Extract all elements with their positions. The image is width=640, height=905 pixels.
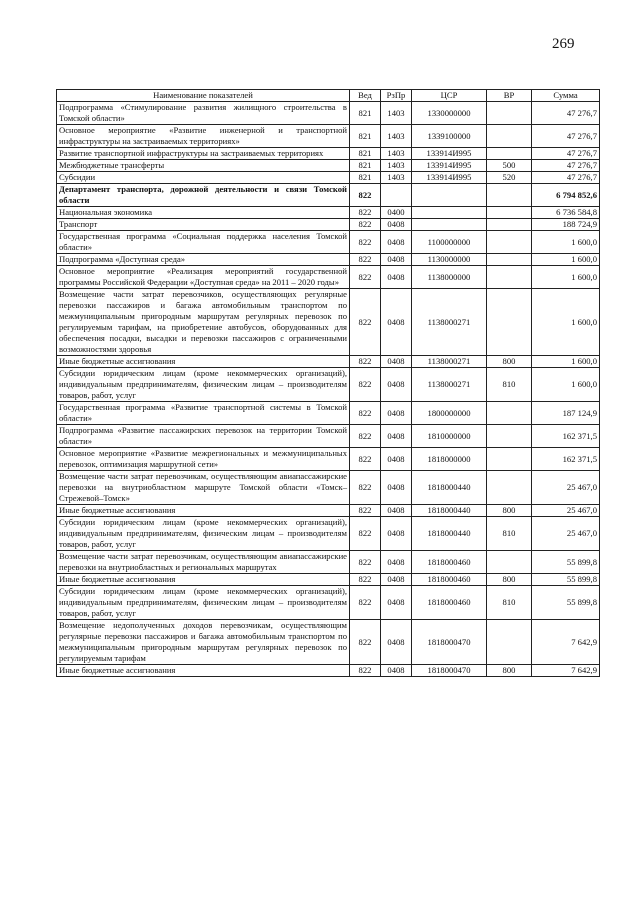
cell-csr: 1100000000 [412, 231, 487, 254]
table-row [57, 517, 600, 551]
cell-csr: 1130000000 [412, 254, 487, 266]
cell-vr [487, 102, 532, 125]
table-header-row [57, 90, 600, 102]
cell-rzpr: 0408 [381, 254, 412, 266]
table-row [57, 448, 600, 471]
table-row [57, 665, 600, 677]
cell-sum: 7 642,9 [532, 665, 600, 677]
table-row [57, 505, 600, 517]
cell-csr: 133914И995 [412, 172, 487, 184]
cell-vr: 810 [487, 586, 532, 620]
cell-vr: 800 [487, 505, 532, 517]
cell-ved: 822 [350, 184, 381, 207]
cell-ved: 822 [350, 425, 381, 448]
cell-rzpr: 0408 [381, 231, 412, 254]
cell-sum: 1 600,0 [532, 266, 600, 289]
cell-vr [487, 125, 532, 148]
cell-csr: 1818000000 [412, 448, 487, 471]
cell-sum: 1 600,0 [532, 368, 600, 402]
cell-name: Национальная экономика [57, 207, 350, 219]
cell-ved: 822 [350, 368, 381, 402]
cell-ved: 821 [350, 148, 381, 160]
cell-csr: 1810000000 [412, 425, 487, 448]
cell-vr [487, 551, 532, 574]
cell-rzpr: 0408 [381, 586, 412, 620]
cell-rzpr: 0408 [381, 620, 412, 665]
cell-rzpr: 0408 [381, 368, 412, 402]
cell-vr [487, 425, 532, 448]
cell-name: Субсидии юридическим лицам (кроме некоммерческих организаций), индивидуальным предпринимателям, физическим лицам – производителям товаров, работ, услуг [57, 368, 350, 402]
cell-csr: 133914И995 [412, 160, 487, 172]
cell-ved: 822 [350, 586, 381, 620]
cell-rzpr: 0408 [381, 266, 412, 289]
header-rzpr: РзПр [381, 90, 412, 102]
table-row [57, 125, 600, 148]
table-row [57, 219, 600, 231]
table-row [57, 172, 600, 184]
table-row [57, 620, 600, 665]
cell-ved: 821 [350, 125, 381, 148]
cell-vr [487, 620, 532, 665]
cell-csr: 1138000271 [412, 289, 487, 356]
cell-rzpr: 0408 [381, 289, 412, 356]
cell-name: Субсидии [57, 172, 350, 184]
cell-sum: 55 899,8 [532, 551, 600, 574]
cell-name: Возмещение части затрат перевозчиков, осуществляющих регулярные перевозки пассажиров и багажа автомобильным транспортом по межмуниципальным пригородным маршрутам регулярных перевозок по регулируемым тарифам, на приобретение автобусов, оборудованных для обеспечения посадки, высадки и перевозки пассажиров с ограниченными возможностями здоровья [57, 289, 350, 356]
cell-vr [487, 184, 532, 207]
cell-sum: 6 736 584,8 [532, 207, 600, 219]
cell-csr: 1800000000 [412, 402, 487, 425]
cell-vr [487, 266, 532, 289]
cell-name: Государственная программа «Социальная поддержка населения Томской области» [57, 231, 350, 254]
cell-name: Основное мероприятие «Развитие инженерной и транспортной инфраструктуры на застраиваемых территориях» [57, 125, 350, 148]
cell-rzpr: 0408 [381, 356, 412, 368]
cell-ved: 821 [350, 172, 381, 184]
cell-sum: 25 467,0 [532, 505, 600, 517]
table-row [57, 586, 600, 620]
cell-csr: 133914И995 [412, 148, 487, 160]
cell-sum: 47 276,7 [532, 172, 600, 184]
budget-table [56, 89, 600, 677]
cell-rzpr: 1403 [381, 172, 412, 184]
cell-rzpr: 0408 [381, 471, 412, 505]
cell-rzpr: 1403 [381, 148, 412, 160]
cell-ved: 822 [350, 471, 381, 505]
cell-ved: 822 [350, 207, 381, 219]
cell-rzpr: 0408 [381, 551, 412, 574]
cell-csr: 1818000470 [412, 665, 487, 677]
cell-csr: 1138000271 [412, 356, 487, 368]
cell-vr [487, 207, 532, 219]
cell-ved: 822 [350, 448, 381, 471]
cell-vr [487, 254, 532, 266]
cell-vr [487, 219, 532, 231]
table-row [57, 574, 600, 586]
cell-csr: 1138000271 [412, 368, 487, 402]
cell-name: Иные бюджетные ассигнования [57, 574, 350, 586]
cell-csr: 1818000460 [412, 551, 487, 574]
cell-name: Возмещение недополученных доходов перевозчикам, осуществляющим регулярные перевозки пассажиров и багажа автомобильным транспортом по межмуниципальным пригородным маршрутам регулярных перевозок по регулируемым тарифам [57, 620, 350, 665]
cell-rzpr: 0408 [381, 574, 412, 586]
page-number: 269 [552, 36, 575, 52]
cell-vr: 800 [487, 356, 532, 368]
cell-rzpr: 0408 [381, 425, 412, 448]
cell-ved: 822 [350, 231, 381, 254]
table-row [57, 184, 600, 207]
cell-name: Возмещение части затрат перевозчикам, осуществляющим авиапассажирские перевозки на внутриобластном маршруте Томской области «Томск–Стрежевой–Томск» [57, 471, 350, 505]
table-row [57, 254, 600, 266]
cell-name: Иные бюджетные ассигнования [57, 665, 350, 677]
cell-rzpr: 0408 [381, 448, 412, 471]
cell-name: Государственная программа «Развитие транспортной системы в Томской области» [57, 402, 350, 425]
cell-ved: 822 [350, 266, 381, 289]
cell-sum: 6 794 852,6 [532, 184, 600, 207]
cell-rzpr: 1403 [381, 102, 412, 125]
cell-csr: 1818000440 [412, 471, 487, 505]
cell-vr [487, 231, 532, 254]
cell-ved: 822 [350, 402, 381, 425]
cell-csr: 1818000470 [412, 620, 487, 665]
cell-ved: 821 [350, 160, 381, 172]
cell-ved: 822 [350, 620, 381, 665]
cell-csr: 1330000000 [412, 102, 487, 125]
table-row [57, 471, 600, 505]
cell-sum: 1 600,0 [532, 356, 600, 368]
cell-sum: 162 371,5 [532, 425, 600, 448]
table-body [57, 102, 600, 677]
cell-rzpr: 1403 [381, 125, 412, 148]
cell-name: Иные бюджетные ассигнования [57, 356, 350, 368]
cell-name: Основное мероприятие «Реализация мероприятий государственной программы Российской Федерации «Доступная среда» на 2011 – 2020 годы» [57, 266, 350, 289]
cell-ved: 822 [350, 356, 381, 368]
header-vr: ВР [487, 90, 532, 102]
cell-vr [487, 471, 532, 505]
cell-sum: 47 276,7 [532, 102, 600, 125]
cell-vr: 810 [487, 368, 532, 402]
cell-rzpr: 0408 [381, 517, 412, 551]
cell-name: Основное мероприятие «Развитие межрегиональных и межмуниципальных перевозок, оптимизация маршрутной сети» [57, 448, 350, 471]
header-csr: ЦСР [412, 90, 487, 102]
cell-sum: 187 124,9 [532, 402, 600, 425]
cell-name: Иные бюджетные ассигнования [57, 505, 350, 517]
cell-sum: 25 467,0 [532, 517, 600, 551]
cell-ved: 822 [350, 517, 381, 551]
cell-ved: 822 [350, 665, 381, 677]
cell-sum: 188 724,9 [532, 219, 600, 231]
cell-vr: 500 [487, 160, 532, 172]
cell-sum: 55 899,8 [532, 574, 600, 586]
cell-vr: 800 [487, 574, 532, 586]
cell-csr: 1818000440 [412, 505, 487, 517]
cell-vr [487, 289, 532, 356]
cell-name: Межбюджетные трансферты [57, 160, 350, 172]
cell-name: Субсидии юридическим лицам (кроме некоммерческих организаций), индивидуальным предпринимателям, физическим лицам – производителям товаров, работ, услуг [57, 586, 350, 620]
cell-rzpr: 0408 [381, 219, 412, 231]
cell-ved: 822 [350, 219, 381, 231]
table-row [57, 231, 600, 254]
cell-sum: 25 467,0 [532, 471, 600, 505]
cell-csr: 1818000440 [412, 517, 487, 551]
cell-sum: 7 642,9 [532, 620, 600, 665]
cell-sum: 1 600,0 [532, 289, 600, 356]
header-sum: Сумма [532, 90, 600, 102]
cell-name: Подпрограмма «Стимулирование развития жилищного строительства в Томской области» [57, 102, 350, 125]
cell-csr [412, 219, 487, 231]
cell-vr [487, 448, 532, 471]
cell-sum: 47 276,7 [532, 160, 600, 172]
cell-vr: 520 [487, 172, 532, 184]
table-row [57, 368, 600, 402]
table-row [57, 160, 600, 172]
cell-sum: 47 276,7 [532, 125, 600, 148]
cell-ved: 822 [350, 505, 381, 517]
cell-rzpr: 0400 [381, 207, 412, 219]
cell-ved: 822 [350, 254, 381, 266]
cell-name: Субсидии юридическим лицам (кроме некоммерческих организаций), индивидуальным предпринимателям, физическим лицам – производителям товаров, работ, услуг [57, 517, 350, 551]
cell-ved: 822 [350, 574, 381, 586]
cell-csr: 1138000000 [412, 266, 487, 289]
cell-name: Департамент транспорта, дорожной деятельности и связи Томской области [57, 184, 350, 207]
cell-csr [412, 184, 487, 207]
cell-vr [487, 148, 532, 160]
table-row [57, 551, 600, 574]
header-name: Наименование показателей [57, 90, 350, 102]
cell-rzpr [381, 184, 412, 207]
cell-rzpr: 0408 [381, 505, 412, 517]
cell-csr: 1339100000 [412, 125, 487, 148]
cell-ved: 821 [350, 102, 381, 125]
table-row [57, 289, 600, 356]
table-row [57, 148, 600, 160]
cell-vr: 800 [487, 665, 532, 677]
cell-csr: 1818000460 [412, 586, 487, 620]
table-row [57, 356, 600, 368]
cell-ved: 822 [350, 289, 381, 356]
cell-name: Подпрограмма «Развитие пассажирских перевозок на территории Томской области» [57, 425, 350, 448]
table-row [57, 402, 600, 425]
header-ved: Вед [350, 90, 381, 102]
cell-name: Возмещение части затрат перевозчикам, осуществляющим авиапассажирские перевозки на внутриобластных и региональных маршрутах [57, 551, 350, 574]
cell-sum: 1 600,0 [532, 254, 600, 266]
cell-sum: 55 899,8 [532, 586, 600, 620]
cell-sum: 162 371,5 [532, 448, 600, 471]
cell-name: Развитие транспортной инфраструктуры на застраиваемых территориях [57, 148, 350, 160]
table-row [57, 425, 600, 448]
cell-rzpr: 0408 [381, 665, 412, 677]
cell-csr [412, 207, 487, 219]
cell-name: Подпрограмма «Доступная среда» [57, 254, 350, 266]
cell-sum: 1 600,0 [532, 231, 600, 254]
cell-name: Транспорт [57, 219, 350, 231]
table-row [57, 102, 600, 125]
cell-rzpr: 0408 [381, 402, 412, 425]
table-row [57, 266, 600, 289]
cell-sum: 47 276,7 [532, 148, 600, 160]
cell-vr: 810 [487, 517, 532, 551]
cell-rzpr: 1403 [381, 160, 412, 172]
cell-vr [487, 402, 532, 425]
table-row [57, 207, 600, 219]
cell-ved: 822 [350, 551, 381, 574]
cell-csr: 1818000460 [412, 574, 487, 586]
